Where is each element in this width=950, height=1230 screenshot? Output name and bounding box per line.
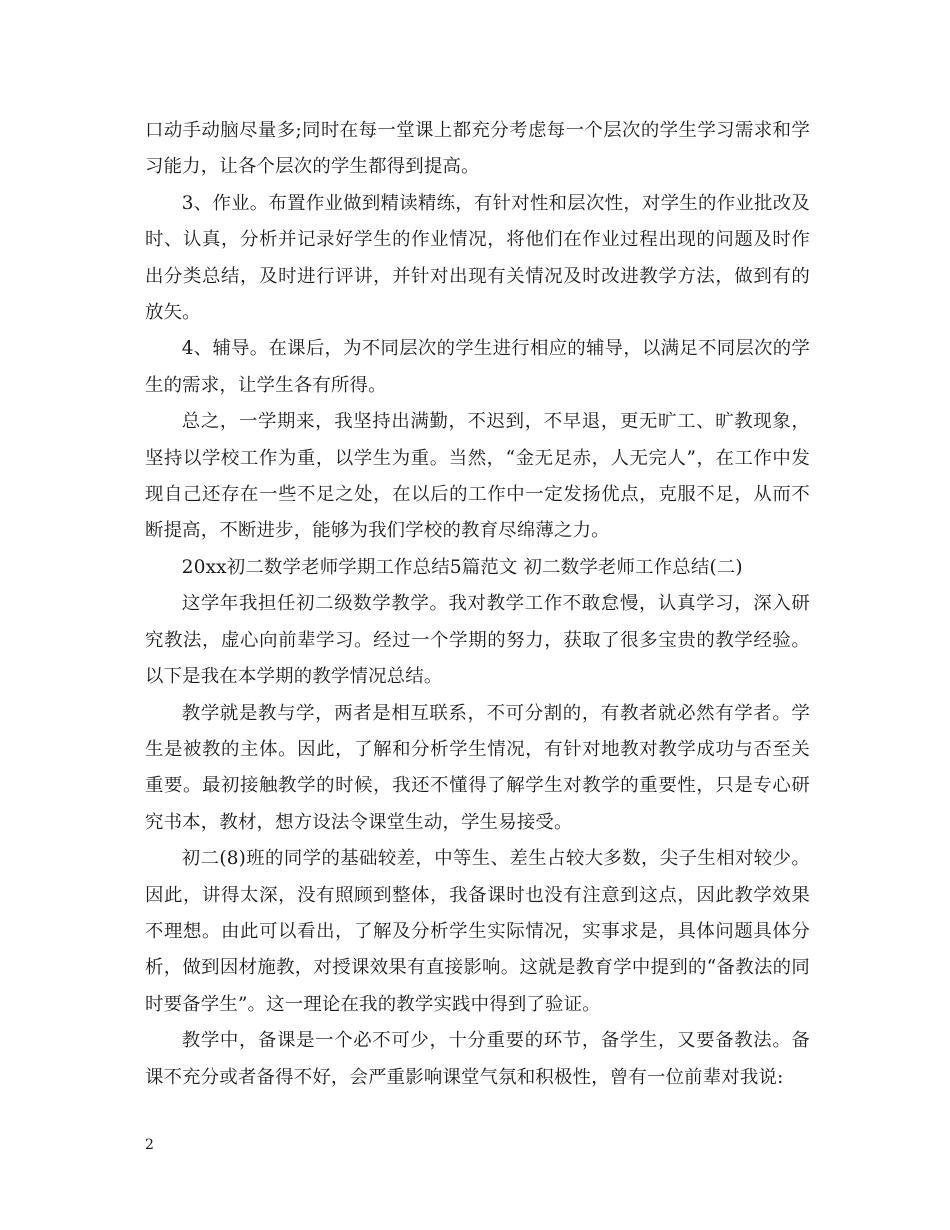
paragraph: 总之，一学期来，我坚持出满勤，不迟到，不早退，更无旷工、旷教现象，坚持以学校工作为重，以学生为重。当然，“金无足赤，人无完人”，在工作中发现自己还存在一些不足之处，在以后的工作中一定发扬优点，克服不足，从而不断提高，不断进步，能够为我们学校的教育尽绵薄之力。 bbox=[145, 411, 810, 542]
section-heading: 20xx初二数学老师学期工作总结5篇范文 初二数学老师工作总结(二) bbox=[181, 556, 743, 578]
paragraph: 口动手动脑尽量多;同时在每一堂课上都充分考虑每一个层次的学生学习需求和学习能力，让各个层次的学生都得到提高。 bbox=[145, 120, 810, 178]
paragraph: 3、作业。布置作业做到精读精练，有针对性和层次性，对学生的作业批改及时、认真，分析并记录好学生的作业情况，将他们在作业过程出现的问题及时作出分类总结，及时进行评讲，并针对出现有关情况及时改进教学方法，做到有的放矢。 bbox=[145, 192, 810, 324]
paragraph: 4、辅导。在课后，为不同层次的学生进行相应的辅导，以满足不同层次的学生的需求，让学生各有所得。 bbox=[145, 338, 810, 396]
paragraph: 这学年我担任初二级数学教学。我对教学工作不敢怠慢，认真学习，深入研究教法，虚心向前辈学习。经过一个学期的努力，获取了很多宝贵的教学经验。以下是我在本学期的教学情况总结。 bbox=[145, 593, 810, 688]
paragraph: 初二(8)班的同学的基础较差，中等生、差生占较大多数，尖子生相对较少。因此，讲得太深，没有照顾到整体，我备课时也没有注意到这点，因此教学效果不理想。由此可以看出，了解及分析学生实际情况，实事求是，具体问题具体分析，做到因材施教，对授课效果有直接影响。这就是教育学中提到的“备教法的同时要备学生”。这一理论在我的教学实践中得到了验证。 bbox=[145, 848, 810, 1015]
paragraph: 教学就是教与学，两者是相互联系，不可分割的，有教者就必然有学者。学生是被教的主体。因此，了解和分析学生情况，有针对地教对教学成功与否至关重要。最初接触教学的时候，我还不懂得了解学生对教学的重要性，只是专心研究书本，教材，想方设法令课堂生动，学生易接受。 bbox=[145, 702, 810, 833]
document-body bbox=[145, 113, 810, 1096]
page-number: 2 bbox=[145, 1137, 154, 1153]
paragraph: 教学中，备课是一个必不可少，十分重要的环节，备学生，又要备教法。备课不充分或者备得不好，会严重影响课堂气氛和积极性，曾有一位前辈对我说: bbox=[145, 1030, 810, 1088]
